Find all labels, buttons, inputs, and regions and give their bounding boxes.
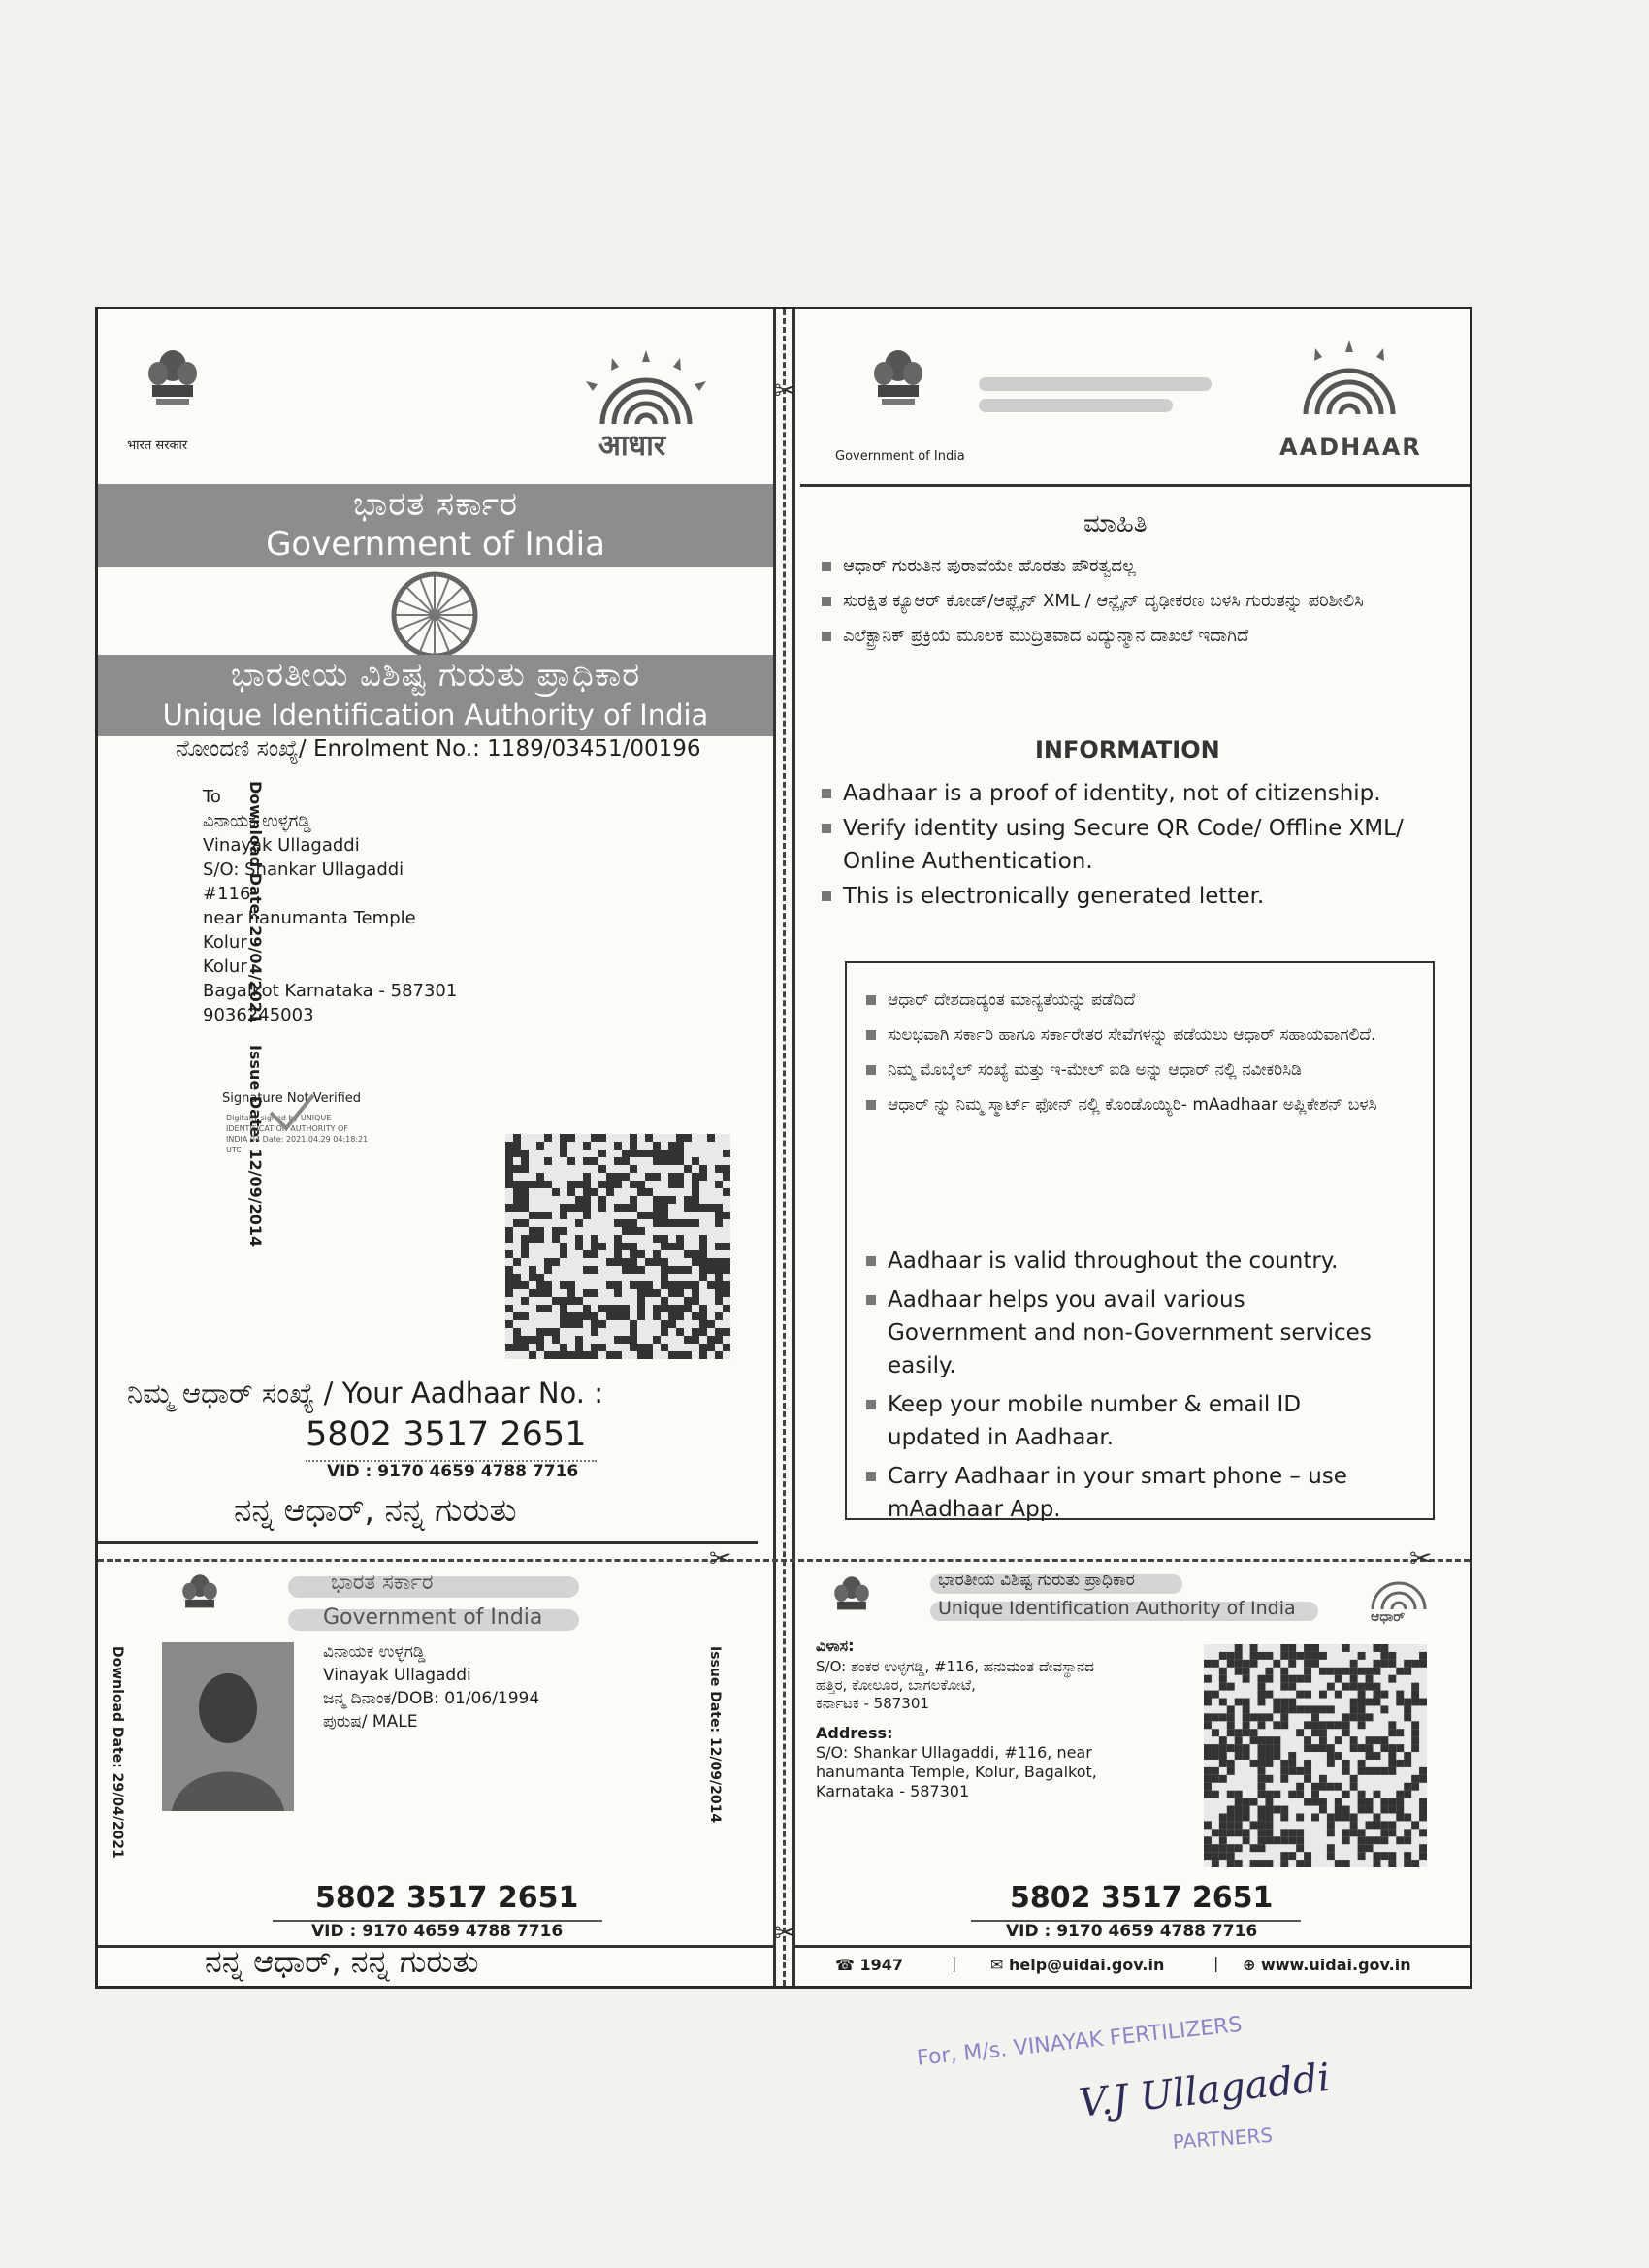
scissor-icon: ✂ <box>774 374 797 406</box>
card-front-vid: VID : 9170 4659 4788 7716 <box>311 1922 564 1941</box>
info-english-title: INFORMATION <box>1035 736 1220 763</box>
card-back-footer-rule <box>792 1945 1470 1948</box>
card-gov-kannada: ಭಾರತ ಸರ್ಕಾರ <box>331 1571 434 1595</box>
website: ⊕ www.uidai.gov.in <box>1243 1956 1411 1974</box>
gov-kannada: ಭಾರತ ಸರ್ಕಾರ <box>353 485 518 524</box>
list-item: Aadhaar is valid throughout the country. <box>866 1245 1390 1278</box>
your-aadhaar-label: ನಿಮ್ಮ ಆಧಾರ್ ಸಂಖ್ಯೆ / Your Aadhaar No. : <box>127 1377 603 1409</box>
address-line: ಕರ್ನಾಟಕ - 587301 <box>816 1695 929 1712</box>
card-front-tagline: ನನ್ನ ಆಧಾರ್, ನನ್ನ ಗುರುತು <box>205 1943 479 1980</box>
address-line: Kolur <box>203 932 247 953</box>
card-back-logo-text: ಆಧಾರ್ <box>1371 1609 1406 1625</box>
card-back-uidai-english: Unique Identification Authority of India <box>938 1598 1296 1619</box>
holder-name-kannada: ವಿನಾಯಕ ಉಳ್ಳಗಡ್ಡಿ <box>323 1642 426 1662</box>
holder-name-english: Vinayak Ullagaddi <box>323 1666 471 1685</box>
benefits-box <box>845 961 1435 1520</box>
list-item: Keep your mobile number & email ID updated in Aadhaar. <box>866 1388 1390 1454</box>
center-divider-left <box>773 309 776 1986</box>
address-line: S/O: Shankar Ullagaddi <box>203 859 404 880</box>
address-line: S/O: ಶಂಕರ ಉಳ್ಳಗಡ್ಡಿ, #116, ಹನುಮಂತ ದೇವಸ್ಥಾನದ <box>816 1658 1094 1675</box>
card-front-aadhaar-number: 5802 3517 2651 <box>315 1881 579 1915</box>
address-line: ವಿನಾಯಕ ಉಳ್ಳಗಡ್ಡಿ <box>203 811 311 831</box>
card-back-aadhaar-number: 5802 3517 2651 <box>1010 1881 1274 1915</box>
list-item: ಆಧಾರ್ ದೇಶದಾದ್ಯಂತ ಮಾನ್ಯತೆಯನ್ನು ಪಡೆದಿದೆ <box>866 988 1390 1012</box>
national-emblem-icon <box>827 1572 876 1635</box>
benefits-kannada-list <box>866 988 1390 1128</box>
list-item: Verify identity using Secure QR Code/ Offline XML/ Online Authentication. <box>822 812 1452 878</box>
aadhaar-logo-text: AADHAAR <box>1279 434 1422 461</box>
address-line: Vinayak Ullagaddi <box>203 835 360 856</box>
info-kannada-title: ಮಾಹಿತಿ <box>1083 509 1148 538</box>
address-line: Bagalkot Karnataka - 587301 <box>203 981 458 1001</box>
signature-status: Signature Not Verified <box>222 1091 362 1106</box>
address-line: Karnataka - 587301 <box>816 1782 970 1800</box>
help-email: ✉ help@uidai.gov.in <box>990 1956 1165 1974</box>
address-line: S/O: Shankar Ullagaddi, #116, near <box>816 1743 1092 1762</box>
card-download-date: Download Date: 29/04/2021 <box>110 1646 125 1859</box>
right-header-rule <box>800 484 1470 487</box>
info-english-list <box>822 777 1452 915</box>
card-gov-english: Government of India <box>323 1605 543 1630</box>
aadhaar-logo-icon <box>1262 339 1437 445</box>
address-kannada-label: ವಿಳಾಸ: <box>816 1636 855 1655</box>
card-back-vid: VID : 9170 4659 4788 7716 <box>1006 1922 1258 1941</box>
holder-photo <box>162 1642 294 1811</box>
scissor-icon: ✂ <box>1409 1542 1433 1574</box>
list-item: This is electronically generated letter. <box>822 880 1452 913</box>
address-line: To <box>203 787 221 807</box>
aadhaar-letter-sheet <box>95 307 1472 1989</box>
vid-number: VID : 9170 4659 4788 7716 <box>327 1462 579 1481</box>
redaction-mark <box>979 399 1173 412</box>
signature-check-icon <box>263 1084 321 1142</box>
address-line: #116 <box>203 884 251 904</box>
aadhaar-logo-text: आधार <box>598 429 666 463</box>
government-banner <box>98 484 773 567</box>
list-item: Aadhaar helps you avail various Government and non-Government services easily. <box>866 1283 1390 1382</box>
holder-dob: ಜನ್ಮ ದಿನಾಂಕ/DOB: 01/06/1994 <box>323 1689 540 1708</box>
national-emblem-icon <box>864 344 932 432</box>
info-kannada-list <box>822 554 1365 659</box>
uidai-banner <box>98 655 773 736</box>
footer-separator: | <box>1213 1954 1219 1972</box>
list-item: ಸುರಕ್ಷಿತ ಕ್ಯೂಆರ್ ಕೋಡ್/ಆಫ್ಲೈನ್ XML / ಆನ್ಲೈನ್ ದೃಢೀಕರಣ ಬಳಸಿ ಗುರುತನ್ನು ಪರಿಶೀಲಿಸಿ <box>822 589 1365 614</box>
handwritten-signature: V.J Ullagaddi <box>1077 2055 1333 2126</box>
address-line: ಹತ್ತಿರ, ಕೋಲೂರ, ಬಾಗಲಕೋಟೆ, <box>816 1676 976 1694</box>
address-line: near hanumanta Temple <box>203 908 416 928</box>
uidai-english: Unique Identification Authority of India <box>162 698 709 731</box>
address-english <box>816 1743 1097 1801</box>
footer-separator: | <box>952 1954 957 1972</box>
address-line: 9036245003 <box>203 1005 314 1025</box>
aadhaar-number: 5802 3517 2651 <box>306 1415 587 1454</box>
card-cut-line <box>98 1559 1470 1562</box>
card-back-uidai-kannada: ಭಾರತೀಯ ವಿಶಿಷ್ಟ ಗುರುತು ಪ್ರಾಧಿಕಾರ <box>938 1571 1135 1590</box>
qr-code <box>505 1134 730 1359</box>
person-photo-icon <box>162 1642 294 1811</box>
card-issue-date: Issue Date: 12/09/2014 <box>707 1646 723 1824</box>
address-line: Kolur <box>203 956 247 977</box>
enrolment-number: ನೋಂದಣಿ ಸಂಖ್ಯೆ/ Enrolment No.: 1189/03451/00196 <box>176 736 701 761</box>
list-item: ಆಧಾರ್ ನ್ನು ನಿಮ್ಮ ಸ್ಮಾರ್ಟ್ ಫೋನ್ ನಲ್ಲಿ ಕೊಂಡೊಯ್ಯಿರಿ- mAadhaar ಅಪ್ಲಿಕೇಶನ್ ಬಳಸಿ <box>866 1093 1390 1117</box>
company-stamp: For, M/s. VINAYAK FERTILIZERS <box>916 2012 1244 2071</box>
benefits-english-list <box>866 1245 1390 1532</box>
list-item: ಎಲೆಕ್ಟ್ರಾನಿಕ್ ಪ್ರಕ್ರಿಯೆ ಮೂಲಕ ಮುದ್ರಿತವಾದ ವಿದ್ಯುನ್ಮಾನ ದಾಖಲೆ ಇದಾಗಿದೆ <box>822 624 1365 649</box>
list-item: ಸುಲಭವಾಗಿ ಸರ್ಕಾರಿ ಹಾಗೂ ಸರ್ಕಾರೇತರ ಸೇವೆಗಳನ್ನು ಪಡೆಯಲು ಆಧಾರ್ ಸಹಾಯವಾಗಲಿದೆ. <box>866 1023 1390 1047</box>
national-emblem-icon <box>139 344 207 432</box>
holder-gender: ಪುರುಷ/ MALE <box>323 1712 418 1732</box>
mail-icon: ✉ <box>990 1956 1009 1974</box>
signature-detail: Digitally signed by UNIQUE IDENTIFICATION AUTHORITY OF INDIA 04 Date: 2021.04.29 04:18:21 UTC <box>226 1114 369 1154</box>
center-cut-line <box>783 309 786 1986</box>
gov-english: Government of India <box>266 525 605 564</box>
issue-date-vertical: Issue Date: 12/09/2014 <box>246 1045 265 1247</box>
list-item: Carry Aadhaar in your smart phone – use mAadhaar App. <box>866 1460 1390 1526</box>
phone-icon: ☎ <box>835 1956 860 1974</box>
list-item: Aadhaar is a proof of identity, not of citizenship. <box>822 777 1452 810</box>
scissor-icon: ✂ <box>774 1917 797 1949</box>
tagline: ನನ್ನ ಆಧಾರ್, ನನ್ನ ಗುರುತು <box>234 1491 517 1529</box>
scissor-icon: ✂ <box>709 1542 732 1574</box>
qr-code <box>1204 1644 1427 1867</box>
list-item: ಆಧಾರ್ ಗುರುತಿನ ಪುರಾವೆಯೇ ಹೊರತು ಪೌರತ್ವದಲ್ಲ <box>822 554 1365 579</box>
ashoka-chakra-icon <box>389 569 480 661</box>
download-date-vertical: Download Date: 29/04/2021 <box>246 781 265 1024</box>
emblem-caption: Government of India <box>835 449 965 464</box>
uidai-kannada: ಭಾರತೀಯ ವಿಶಿಷ್ಟ ಗುರುತು ಪ್ರಾಧಿಕಾರ <box>230 656 641 695</box>
address-kannada <box>816 1658 1094 1713</box>
center-divider-right <box>792 309 795 1986</box>
emblem-caption: भारत सरकार <box>127 438 188 453</box>
address-english-label: Address: <box>816 1724 893 1742</box>
recipient-address <box>203 785 457 1027</box>
national-emblem-icon <box>176 1571 224 1633</box>
address-line: hanumanta Temple, Kolur, Bagalkot, <box>816 1763 1097 1781</box>
letter-bottom-rule <box>98 1541 758 1544</box>
list-item: ನಿಮ್ಮ ಮೊಬೈಲ್ ಸಂಖ್ಯೆ ಮತ್ತು ಇ-ಮೇಲ್ ಐಡಿ ಅನ್ನು ಆಧಾರ್ ನಲ್ಲಿ ನವೀಕರಿಸಿಡಿ <box>866 1058 1390 1082</box>
stamp-partners: PARTNERS <box>1172 2122 1274 2154</box>
redaction-mark <box>979 377 1212 391</box>
globe-icon: ⊕ <box>1243 1956 1261 1974</box>
helpline-number: ☎ 1947 <box>835 1956 904 1974</box>
